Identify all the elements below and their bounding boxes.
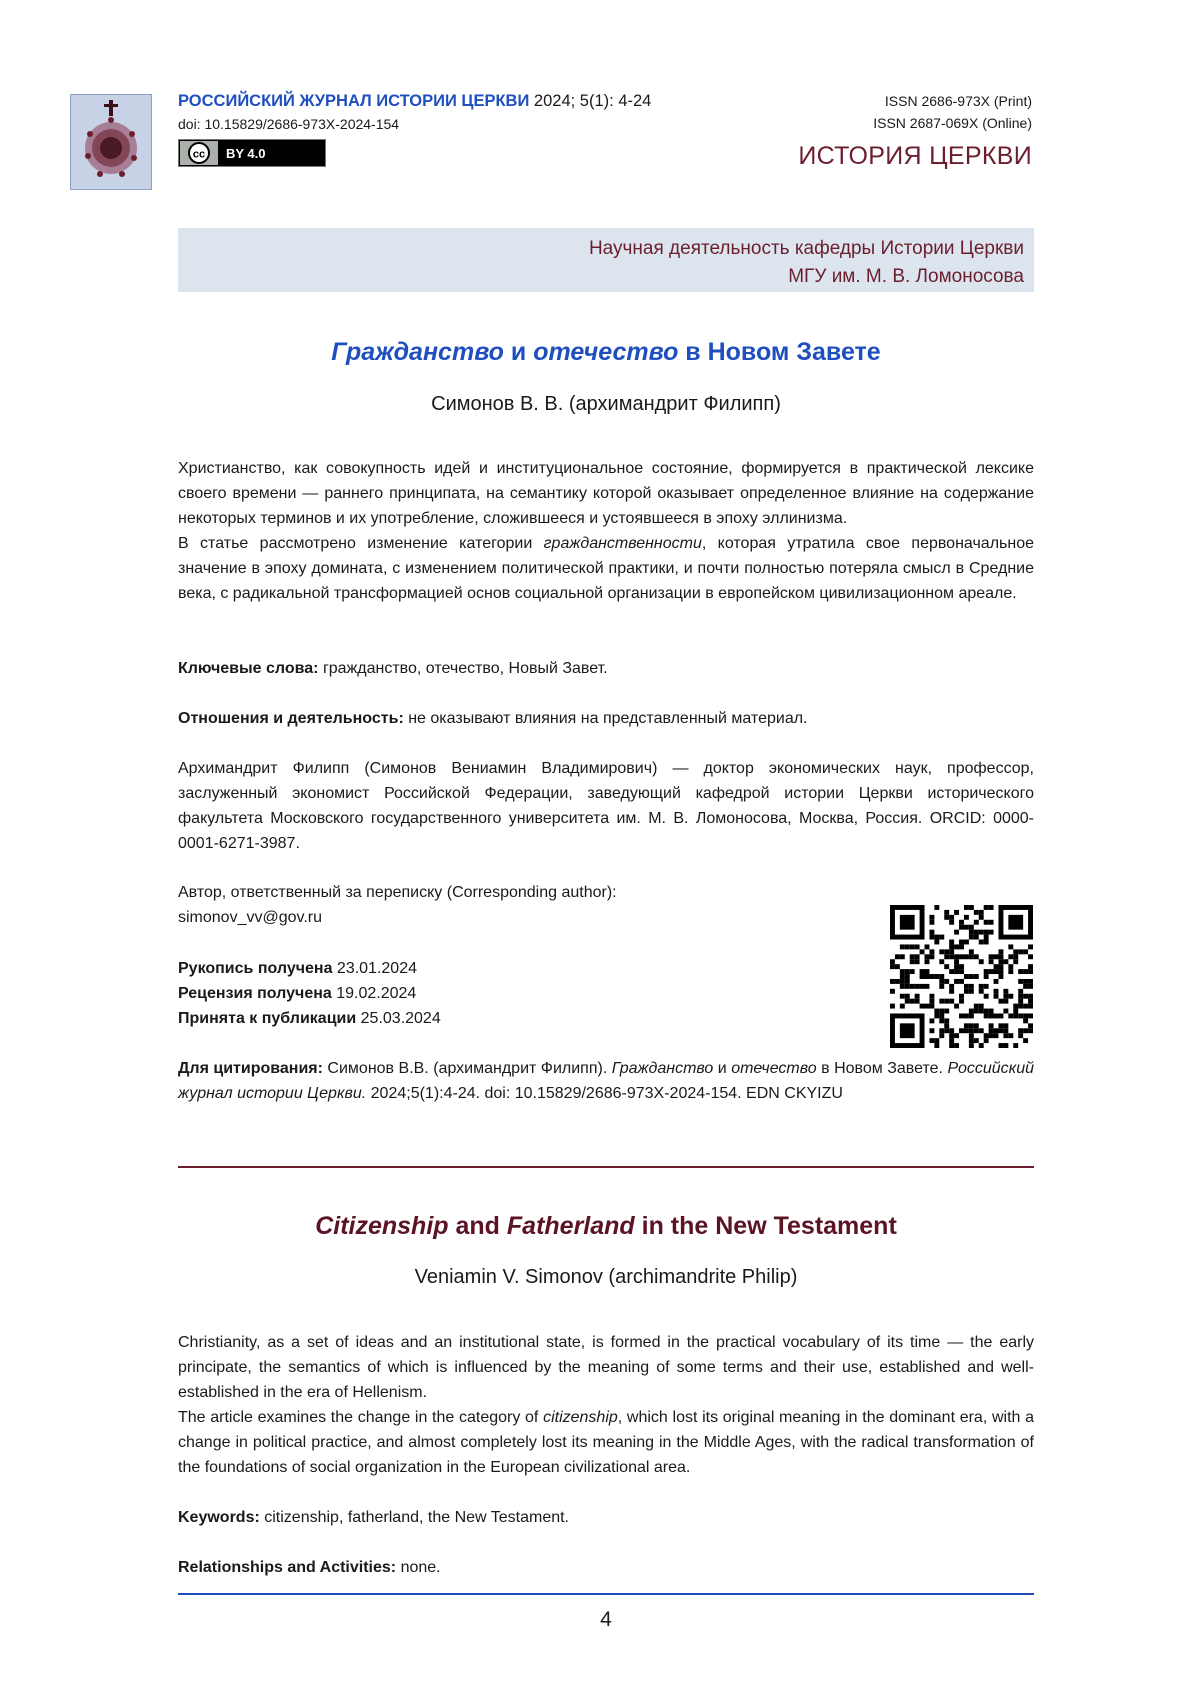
- accepted-date: Принята к публикации 25.03.2024: [178, 1010, 441, 1027]
- ru-keywords: Ключевые слова: гражданство, отечество, Новый Завет.: [178, 660, 608, 677]
- svg-text:cc: cc: [192, 148, 206, 161]
- ru-abstract: [178, 456, 1034, 606]
- qr-code-icon[interactable]: [890, 905, 1033, 1048]
- issn-online: ISSN 2687-069X (Online): [873, 115, 1032, 131]
- ru-abstract-p2: В статье рассмотрено изменение категории гражданственности, которая утратила свое первоначальное значение в эпоху домината, с изменением политической практики, и почти полностью потеряла смысл в Средние века, с радикальной трансформацией основ социальной организации в европейском цивилизационном ареале.: [178, 535, 1034, 602]
- en-abstract-p1: Christianity, as a set of ideas and an institutional state, is formed in the practical vocabulary of its time — the early principate, the semantics of which is influenced by the meaning of some terms and their use, established and well-established in the era of Hellenism.: [178, 1334, 1034, 1401]
- en-abstract: [178, 1330, 1034, 1480]
- page-number: 4: [600, 1608, 612, 1631]
- ru-author: Симонов В. В. (архимандрит Филипп): [431, 393, 781, 415]
- en-keywords: Keywords: citizenship, fatherland, the New Testament.: [178, 1509, 569, 1526]
- received-date: Рукопись получена 23.01.2024: [178, 960, 417, 977]
- section-divider: [178, 1166, 1034, 1168]
- corresponding-label: Автор, ответственный за переписку (Corresponding author):: [178, 884, 617, 901]
- ru-title-part2: и: [503, 338, 534, 366]
- cc-license-icon[interactable]: [178, 139, 326, 167]
- en-title-part3: Fatherland: [506, 1212, 635, 1240]
- department-banner: [178, 228, 1034, 292]
- header-doi: doi: 10.15829/2686-973X-2024-154: [178, 116, 400, 132]
- ru-title-part3: отечество: [533, 338, 679, 366]
- license-label: BY 4.0: [226, 146, 266, 161]
- ru-article-title: [178, 338, 1034, 367]
- issn-print: ISSN 2686-973X (Print): [884, 93, 1032, 109]
- en-article-title: [178, 1212, 1034, 1241]
- ru-relations: Отношения и деятельность: не оказывают влияния на представленный материал.: [178, 710, 808, 727]
- corresponding-email[interactable]: simonov_vv@gov.ru: [178, 909, 322, 926]
- journal-name: РОССИЙСКИЙ ЖУРНАЛ ИСТОРИИ ЦЕРКВИ: [178, 92, 530, 110]
- en-relations: Relationships and Activities: none.: [178, 1559, 441, 1576]
- en-abstract-p2: The article examines the change in the category of citizenship, which lost its original meaning in the dominant era, with a change in political practice, and almost completely lost its meaning in the Middle Ages, with the radical transformation of the foundations of social organization in the European civilizational area.: [178, 1409, 1035, 1476]
- ru-citation: Для цитирования: Симонов В.В. (архимандрит Филипп). Гражданство и отечество в Новом Завете. Российский журнал истории Церкви. 2024;5(1):4-24. doi: 10.15829/2686-973X-2024-154. EDN CKYIZU: [178, 1060, 1034, 1102]
- en-title-part1: Citizenship: [315, 1212, 449, 1240]
- en-title-part2: and: [448, 1212, 507, 1240]
- ru-title-part1: Гражданство: [331, 338, 504, 366]
- en-title-part4: in the New Testament: [634, 1212, 897, 1240]
- ru-author-info: Архимандрит Филипп (Симонов Вениамин Владимирович) — доктор экономических наук, профессор, заслуженный экономист Российской Федерации, заведующий кафедрой истории Церкви исторического факультета Московского государственного университета им. М. В. Ломоносова, Москва, Россия. ORCID: 0000-0001-6271-3987.: [178, 760, 1034, 852]
- banner-line2: МГУ им. М. В. Ломоносова: [788, 266, 1024, 287]
- section-title: ИСТОРИЯ ЦЕРКВИ: [798, 142, 1032, 170]
- ru-abstract-p1: Христианство, как совокупность идей и институциональное состояние, формируется в практической лексике своего времени — раннего принципата, на семантику которой оказывает определенное влияние на содержание некоторых терминов и их употребление, сложившееся и устоявшееся в эпоху эллинизма.: [178, 460, 1034, 527]
- journal-issue: 2024; 5(1): 4-24: [529, 92, 652, 110]
- journal-logo-icon: [70, 94, 152, 190]
- review-date: Рецензия получена 19.02.2024: [178, 985, 417, 1002]
- footer-divider: [178, 1593, 1034, 1595]
- banner-line1: Научная деятельность кафедры Истории Церкви: [588, 238, 1024, 259]
- en-author: Veniamin V. Simonov (archimandrite Philip): [414, 1266, 798, 1288]
- ru-title-part4: в Новом Завете: [678, 338, 881, 366]
